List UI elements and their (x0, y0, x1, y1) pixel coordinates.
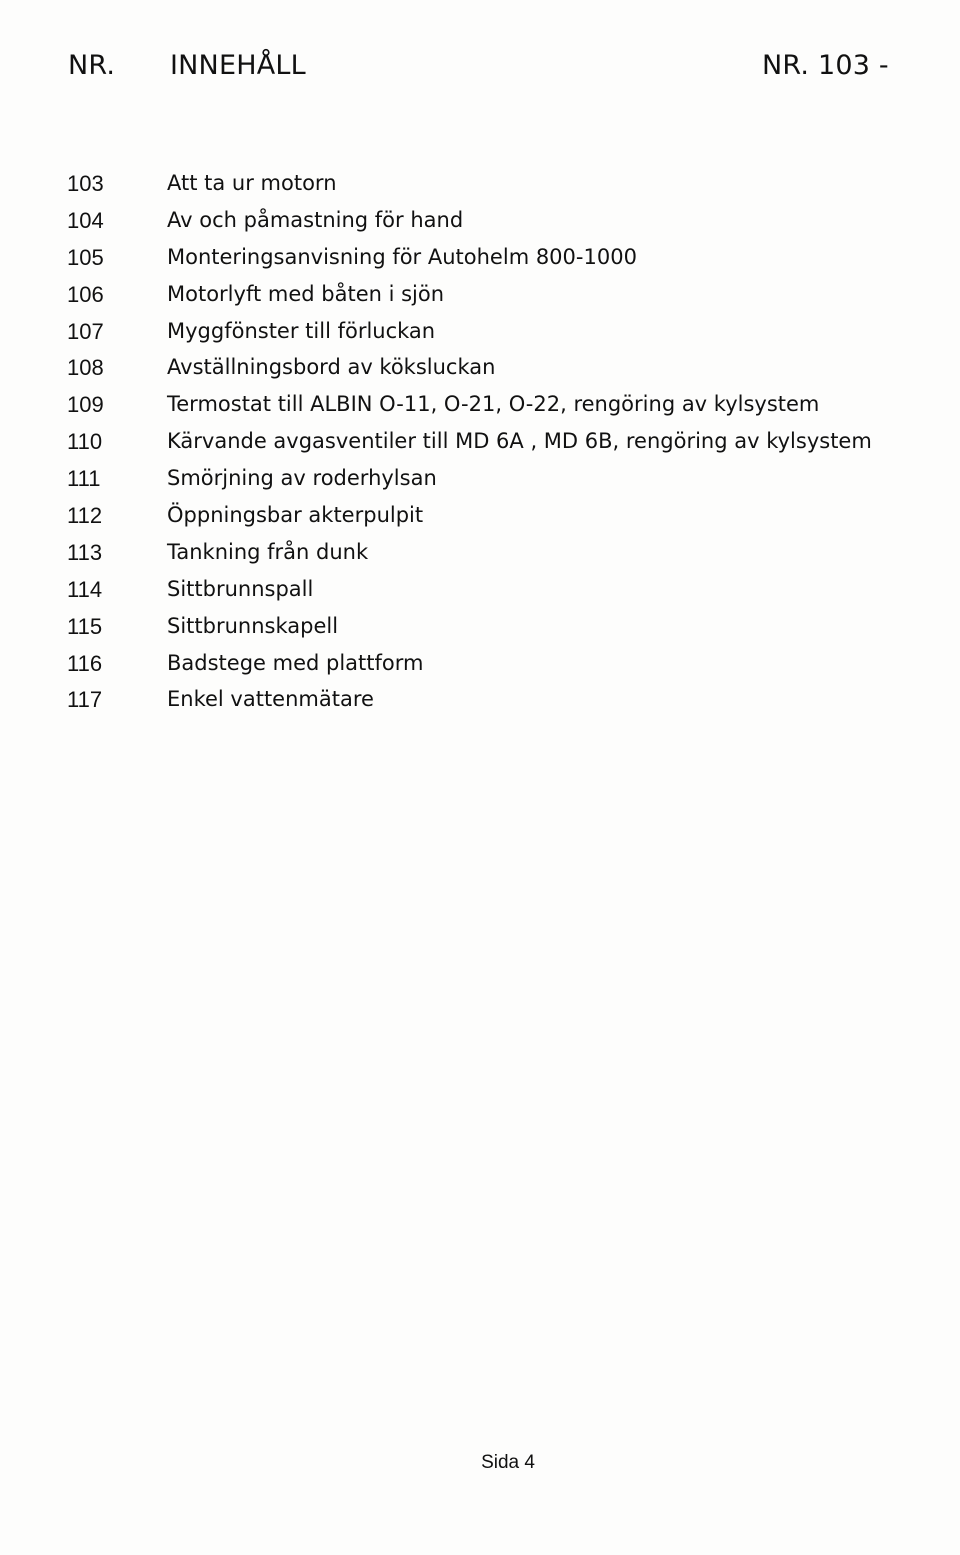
toc-entry-title: Sittbrunnskapell (167, 613, 339, 638)
header-nr-label: NR. (68, 50, 116, 81)
page-title: INNEHÅLL (170, 50, 306, 81)
toc-entry (0, 681, 960, 718)
toc-entry-number: 103 (67, 171, 104, 196)
toc-entry-title: Av och påmastning för hand (167, 207, 464, 232)
toc-entry-number: 109 (67, 392, 104, 418)
toc-entry (0, 571, 960, 608)
toc-entry-title: Monteringsanvisning för Autohelm 800-1000 (167, 244, 637, 269)
toc-entry-title: Smörjning av roderhylsan (167, 466, 437, 491)
toc-entry-number: 111 (67, 466, 101, 492)
toc-entry-number: 116 (67, 650, 103, 676)
toc-entry (0, 349, 960, 386)
table-of-contents (0, 165, 960, 718)
toc-entry-title: Att ta ur motorn (167, 171, 337, 195)
toc-entry-number: 115 (67, 613, 103, 639)
toc-entry (0, 460, 960, 497)
toc-entry (0, 534, 960, 571)
page-number: Sida 4 (481, 1452, 535, 1473)
toc-entry-number: 106 (67, 281, 104, 307)
toc-entry-number: 112 (67, 503, 103, 529)
toc-entry (0, 202, 960, 239)
toc-entry (0, 423, 960, 460)
toc-entry-title: Avställningsbord av köksluckan (167, 355, 496, 380)
toc-entry-title: Öppningsbar akterpulpit (167, 503, 424, 528)
toc-entry (0, 239, 960, 276)
toc-entry (0, 608, 960, 645)
toc-entry-title: Badstege med plattform (167, 650, 424, 675)
toc-entry-number: 117 (67, 687, 103, 713)
toc-entry-number: 114 (67, 576, 103, 602)
toc-entry-number: 108 (67, 355, 104, 381)
toc-entry-number: 105 (67, 244, 104, 270)
header-number-range: NR. 103 - (762, 50, 889, 81)
toc-entry-title: Kärvande avgasventiler till MD 6A , MD 6B, rengöring av kylsystem (167, 429, 872, 454)
toc-entry-title: Sittbrunnspall (167, 576, 314, 601)
toc-entry (0, 497, 960, 534)
toc-entry (0, 165, 960, 202)
toc-entry-title: Myggfönster till förluckan (167, 318, 436, 343)
toc-entry (0, 313, 960, 350)
toc-entry-number: 104 (67, 207, 104, 233)
toc-entry-title: Tankning från dunk (167, 539, 369, 564)
toc-entry (0, 386, 960, 423)
toc-entry (0, 276, 960, 313)
toc-entry-number: 107 (67, 318, 104, 344)
toc-entry (0, 645, 960, 682)
toc-entry-title: Termostat till ALBIN O-11, O-21, O-22, rengöring av kylsystem (167, 392, 820, 417)
toc-entry-title: Enkel vattenmätare (167, 687, 374, 712)
toc-entry-number: 113 (67, 539, 103, 565)
toc-entry-title: Motorlyft med båten i sjön (167, 281, 445, 306)
toc-entry-number: 110 (67, 429, 103, 455)
